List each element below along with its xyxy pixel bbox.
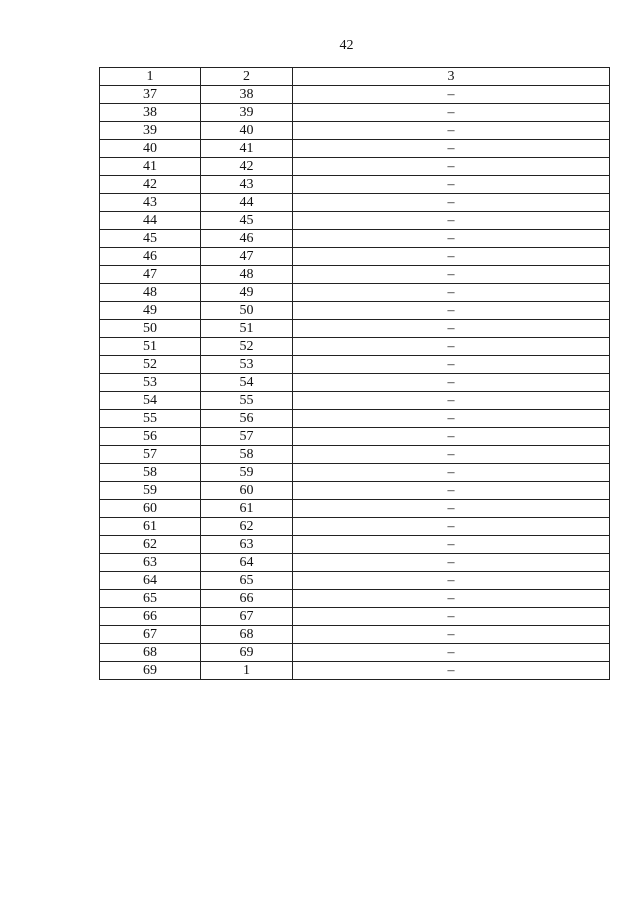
table-cell-col2: 60 [201, 482, 293, 500]
table-cell-col2: 48 [201, 266, 293, 284]
table-cell-col1: 51 [100, 338, 201, 356]
table-cell-col3: – [293, 248, 610, 266]
table-cell-col1: 38 [100, 104, 201, 122]
table-cell-col2: 1 [201, 662, 293, 680]
table-cell-col1: 41 [100, 158, 201, 176]
table-cell-col1: 55 [100, 410, 201, 428]
table-cell-col1: 40 [100, 140, 201, 158]
table-cell-col3: – [293, 554, 610, 572]
table-row [100, 662, 610, 680]
table-row [100, 572, 610, 590]
table-row [100, 140, 610, 158]
table-cell-col3: – [293, 608, 610, 626]
table-body [100, 86, 610, 680]
table-cell-col1: 49 [100, 302, 201, 320]
table-row [100, 518, 610, 536]
table-cell-col1: 50 [100, 320, 201, 338]
table-cell-col2: 62 [201, 518, 293, 536]
column-header-1: 1 [100, 68, 201, 86]
table-cell-col1: 69 [100, 662, 201, 680]
table-cell-col3: – [293, 626, 610, 644]
table-cell-col2: 69 [201, 644, 293, 662]
table-cell-col3: – [293, 176, 610, 194]
page-number: 42 [339, 38, 354, 53]
column-header-3: 3 [293, 68, 610, 86]
table-row [100, 194, 610, 212]
table-cell-col2: 50 [201, 302, 293, 320]
table-cell-col3: – [293, 356, 610, 374]
table-row [100, 284, 610, 302]
table-cell-col3: – [293, 86, 610, 104]
table-cell-col2: 67 [201, 608, 293, 626]
table-row [100, 86, 610, 104]
table-cell-col2: 44 [201, 194, 293, 212]
table-row [100, 464, 610, 482]
table-row [100, 500, 610, 518]
table-cell-col2: 64 [201, 554, 293, 572]
table-cell-col1: 43 [100, 194, 201, 212]
table-cell-col2: 68 [201, 626, 293, 644]
table-cell-col1: 67 [100, 626, 201, 644]
table-cell-col2: 58 [201, 446, 293, 464]
table-row [100, 482, 610, 500]
table-cell-col3: – [293, 266, 610, 284]
table-row [100, 590, 610, 608]
table-cell-col3: – [293, 122, 610, 140]
table-cell-col2: 53 [201, 356, 293, 374]
table-row [100, 104, 610, 122]
table-row [100, 320, 610, 338]
table-cell-col1: 54 [100, 392, 201, 410]
table-header-row [100, 68, 610, 86]
table-cell-col3: – [293, 590, 610, 608]
table-cell-col1: 44 [100, 212, 201, 230]
table-cell-col3: – [293, 392, 610, 410]
table-cell-col2: 61 [201, 500, 293, 518]
table-cell-col2: 56 [201, 410, 293, 428]
table-row [100, 248, 610, 266]
table-cell-col2: 47 [201, 248, 293, 266]
table-row [100, 608, 610, 626]
data-table [99, 67, 610, 680]
table-row [100, 230, 610, 248]
table-row [100, 212, 610, 230]
table-cell-col2: 40 [201, 122, 293, 140]
table-cell-col1: 48 [100, 284, 201, 302]
table-cell-col2: 55 [201, 392, 293, 410]
table-cell-col2: 63 [201, 536, 293, 554]
table-cell-col2: 49 [201, 284, 293, 302]
table-cell-col3: – [293, 212, 610, 230]
table-cell-col1: 62 [100, 536, 201, 554]
table-cell-col3: – [293, 374, 610, 392]
table-cell-col2: 41 [201, 140, 293, 158]
table-cell-col2: 51 [201, 320, 293, 338]
table-cell-col3: – [293, 194, 610, 212]
table-cell-col3: – [293, 410, 610, 428]
table-cell-col3: – [293, 446, 610, 464]
table-cell-col1: 56 [100, 428, 201, 446]
table-cell-col1: 61 [100, 518, 201, 536]
table-cell-col3: – [293, 644, 610, 662]
table-cell-col3: – [293, 662, 610, 680]
table-row [100, 356, 610, 374]
table-cell-col2: 42 [201, 158, 293, 176]
table-cell-col3: – [293, 302, 610, 320]
table-row [100, 626, 610, 644]
table-cell-col2: 66 [201, 590, 293, 608]
table-cell-col1: 45 [100, 230, 201, 248]
table-cell-col2: 43 [201, 176, 293, 194]
table-cell-col3: – [293, 158, 610, 176]
table-row [100, 338, 610, 356]
table-cell-col3: – [293, 230, 610, 248]
table-row [100, 554, 610, 572]
table-cell-col1: 53 [100, 374, 201, 392]
table-row [100, 176, 610, 194]
table-row [100, 428, 610, 446]
table-cell-col3: – [293, 536, 610, 554]
table-cell-col3: – [293, 338, 610, 356]
table-cell-col1: 37 [100, 86, 201, 104]
table-cell-col1: 47 [100, 266, 201, 284]
table-cell-col1: 46 [100, 248, 201, 266]
table-cell-col2: 38 [201, 86, 293, 104]
table-row [100, 302, 610, 320]
table-row [100, 410, 610, 428]
table-cell-col2: 57 [201, 428, 293, 446]
table-cell-col2: 45 [201, 212, 293, 230]
table-cell-col1: 52 [100, 356, 201, 374]
table-cell-col1: 66 [100, 608, 201, 626]
table-cell-col2: 52 [201, 338, 293, 356]
table-cell-col1: 68 [100, 644, 201, 662]
table-cell-col1: 64 [100, 572, 201, 590]
table-row [100, 374, 610, 392]
table-cell-col3: – [293, 428, 610, 446]
table-cell-col3: – [293, 104, 610, 122]
table-row [100, 266, 610, 284]
column-header-2: 2 [201, 68, 293, 86]
table-row [100, 122, 610, 140]
table-cell-col1: 42 [100, 176, 201, 194]
table-cell-col1: 57 [100, 446, 201, 464]
table-cell-col1: 58 [100, 464, 201, 482]
table-cell-col1: 39 [100, 122, 201, 140]
table-cell-col1: 65 [100, 590, 201, 608]
table-cell-col3: – [293, 482, 610, 500]
table-cell-col3: – [293, 500, 610, 518]
table-cell-col1: 60 [100, 500, 201, 518]
table-cell-col2: 59 [201, 464, 293, 482]
table-cell-col2: 46 [201, 230, 293, 248]
table-cell-col3: – [293, 320, 610, 338]
table-cell-col3: – [293, 572, 610, 590]
table-cell-col2: 39 [201, 104, 293, 122]
table-cell-col3: – [293, 284, 610, 302]
table-cell-col3: – [293, 140, 610, 158]
table-cell-col2: 65 [201, 572, 293, 590]
table-row [100, 392, 610, 410]
table-row [100, 644, 610, 662]
table-cell-col2: 54 [201, 374, 293, 392]
table-cell-col1: 59 [100, 482, 201, 500]
table-row [100, 446, 610, 464]
table-row [100, 158, 610, 176]
table-cell-col1: 63 [100, 554, 201, 572]
table-row [100, 536, 610, 554]
table-cell-col3: – [293, 518, 610, 536]
table-cell-col3: – [293, 464, 610, 482]
